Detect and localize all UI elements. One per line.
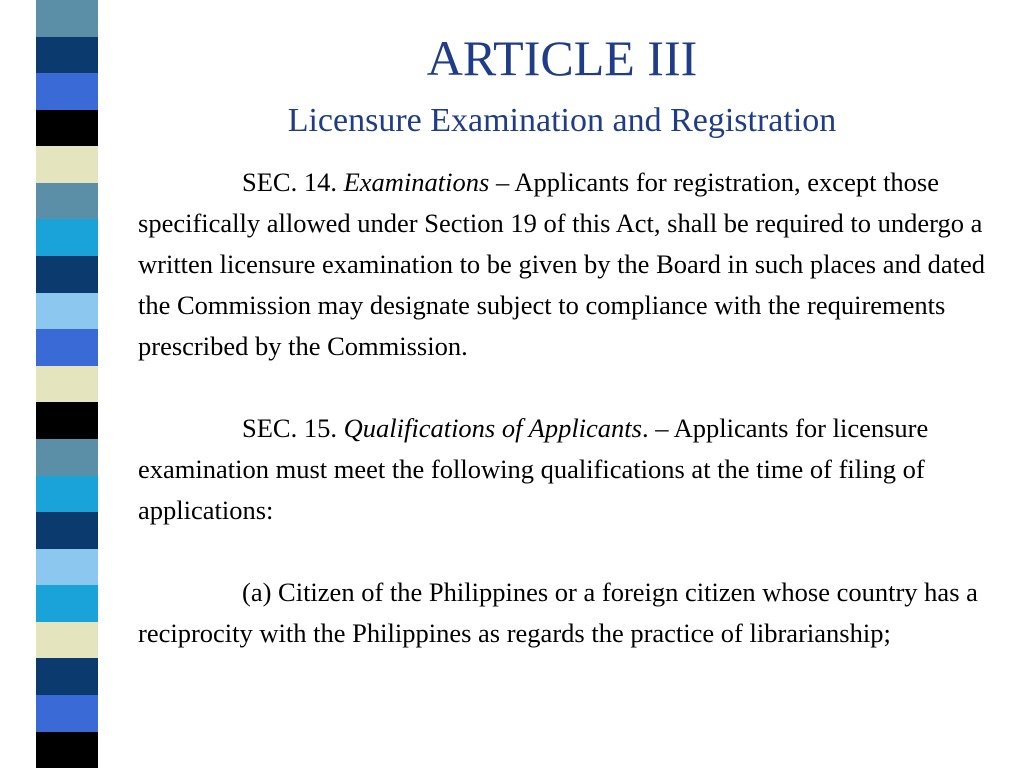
stripe-block — [36, 366, 98, 403]
stripe-block — [36, 622, 98, 659]
stripe-block — [36, 219, 98, 256]
section-15-text: . – Applicants for licensure examination must meet the following qualifications at the time of filing of applications: — [138, 413, 929, 525]
stripe-block — [36, 293, 98, 330]
stripe-block — [36, 0, 98, 37]
stripe-block — [36, 402, 98, 439]
stripe-block — [36, 658, 98, 695]
stripe-block — [36, 695, 98, 732]
stripe-block — [36, 476, 98, 513]
qualification-a-paragraph — [138, 572, 1004, 654]
section-14-heading: Examinations — [343, 167, 490, 197]
stripe-block — [36, 256, 98, 293]
decorative-stripe-bar — [36, 0, 98, 768]
slide-subtitle: Licensure Examination and Registration — [287, 102, 837, 139]
qualification-a-text: (a) Citizen of the Philippines or a foreign citizen whose country has a reciprocity with the Philippines as regards the practice of librarianship; — [138, 577, 978, 648]
stripe-block — [36, 549, 98, 586]
stripe-block — [36, 37, 98, 74]
section-14-paragraph — [138, 162, 1004, 367]
stripe-block — [36, 732, 98, 768]
stripe-block — [36, 183, 98, 220]
section-15-label: SEC. 15. — [242, 413, 337, 443]
stripe-block — [36, 110, 98, 147]
stripe-block — [36, 585, 98, 622]
stripe-block — [36, 73, 98, 110]
section-14-label: SEC. 14. — [242, 167, 337, 197]
section-15-paragraph — [138, 408, 1004, 531]
slide-body — [138, 162, 1004, 654]
stripe-block — [36, 329, 98, 366]
section-15-heading: Qualifications of Applicants — [343, 413, 642, 443]
stripe-block — [36, 439, 98, 476]
section-14-text: – Applicants for registration, except those specifically allowed under Section 19 of this Act, shall be required to undergo a written licensure examination to be given by the Board in such places and dated the Commission may designate subject to compliance with the requirements prescribed by the Commission. — [138, 167, 986, 361]
slide-title: ARTICLE III — [426, 30, 698, 86]
stripe-block — [36, 512, 98, 549]
stripe-block — [36, 146, 98, 183]
